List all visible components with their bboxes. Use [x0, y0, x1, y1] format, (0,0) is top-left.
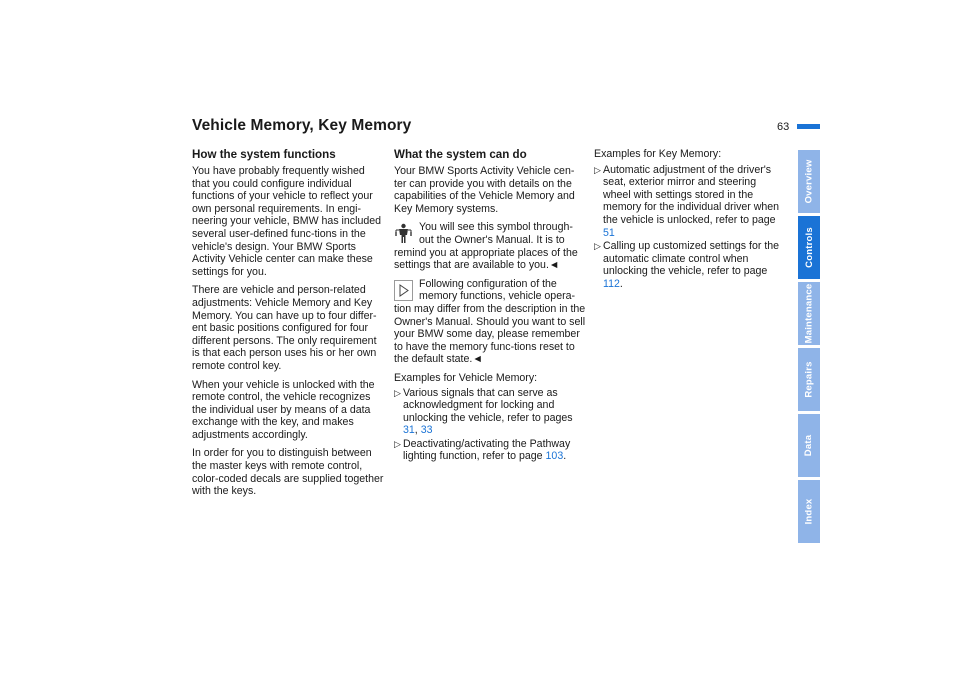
examples-title: Examples for Key Memory:: [594, 148, 722, 160]
page-ref-link[interactable]: 51: [603, 226, 615, 239]
paragraph: There are vehicle and person-related adjustments: Vehicle Memory and Key Memory. You can have up to four differ-ent basic positions configured for four different persons. The only requirement is that each person uses his or her own remote control key.: [192, 284, 377, 372]
tab-repairs[interactable]: [798, 348, 820, 411]
tab-maintenance[interactable]: [798, 282, 820, 345]
column-key-memory: [594, 146, 786, 292]
bullet-text: Various signals that can serve as acknowledgment for locking and unlocking the vehicle, refer to pages: [403, 386, 573, 424]
tab-label: Maintenance: [803, 283, 815, 344]
period: .: [563, 450, 567, 463]
bullet-text: Calling up customized settings for the automatic climate control when unlocking the vehicle, refer to page: [603, 240, 780, 278]
list-item: [394, 438, 586, 463]
tab-label: Overview: [803, 159, 815, 204]
page-ref-link[interactable]: 103: [545, 450, 564, 463]
tab-label: Data: [803, 434, 815, 457]
separator: ,: [414, 424, 421, 437]
bullet-arrow-icon: ▷: [394, 438, 401, 449]
tab-label: Index: [803, 498, 815, 525]
bullet-text: Automatic adjustment of the driver's seat, exterior mirror and steering wheel with settings stored in the memory for the individual driver when the vehicle is unlocked, refer to page: [603, 163, 780, 226]
bullet-arrow-icon: ▷: [594, 164, 601, 175]
page-ref-link[interactable]: 112: [603, 277, 620, 290]
end-mark: ◄: [472, 353, 483, 366]
note-symbol: [394, 221, 586, 271]
column-how-it-functions: [192, 146, 384, 504]
list-item: [394, 387, 586, 437]
tab-data[interactable]: [798, 414, 820, 477]
examples-title: Examples for Vehicle Memory:: [394, 371, 538, 384]
list-item: [594, 164, 786, 240]
page-number: 63: [777, 121, 790, 133]
paragraph: You have probably frequently wished that you could configure individual functions of your vehicle to reflect your own personal requirements. In engi-neering your vehicle, BMW has included several user-defined func-tions in the vehicle's design. Your BMW Sports Activity Vehicle center can make these settings for you.: [192, 165, 382, 278]
note-memory-reset: [394, 278, 586, 366]
column-what-it-can-do: [394, 146, 586, 464]
end-mark: ◄: [548, 259, 560, 272]
triangle-note-icon: [394, 280, 413, 301]
note-text: Following configuration of the memory functions, vehicle opera-tion may differ from the description in the Owner's Manual. Should you want to sell your BMW some day, please remember to have the memory func-tions reset to the default state.: [394, 277, 586, 366]
bullet-text: Deactivating/activating the Pathway lighting function, refer to page: [403, 437, 571, 463]
section-heading-how: How the system functions: [192, 148, 336, 161]
page-title: Vehicle Memory, Key Memory: [192, 117, 412, 134]
period: .: [619, 277, 623, 290]
tab-index[interactable]: [798, 480, 820, 543]
page-ref-link[interactable]: 31: [403, 424, 415, 437]
page-number-bar: [797, 124, 820, 129]
person-memory-icon: [394, 223, 413, 244]
tab-controls[interactable]: [798, 216, 820, 279]
list-item: [594, 240, 786, 290]
tab-label: Repairs: [803, 361, 815, 398]
paragraph: In order for you to distinguish between the master keys with remote control, color-coded decals are supplied together with the keys.: [192, 447, 384, 498]
tab-label: Controls: [803, 227, 815, 268]
note-text: You will see this symbol through-out the Owner's Manual. It is to remind you at appropriate places of the settings that are available to you.: [394, 221, 578, 272]
intro-paragraph: Your BMW Sports Activity Vehicle cen-ter can provide you with details on the capabilities of the Vehicle Memory and Key Memory systems.: [394, 165, 575, 215]
tab-overview[interactable]: [798, 150, 820, 213]
section-heading-what: What the system can do: [394, 148, 527, 161]
page-ref-link[interactable]: 33: [420, 424, 433, 437]
paragraph: When your vehicle is unlocked with the remote control, the vehicle recognizes the individual user by means of a data exchange with the key, and makes adjustments accordingly.: [192, 378, 375, 441]
bullet-arrow-icon: ▷: [594, 241, 601, 252]
bullet-arrow-icon: ▷: [394, 387, 401, 398]
